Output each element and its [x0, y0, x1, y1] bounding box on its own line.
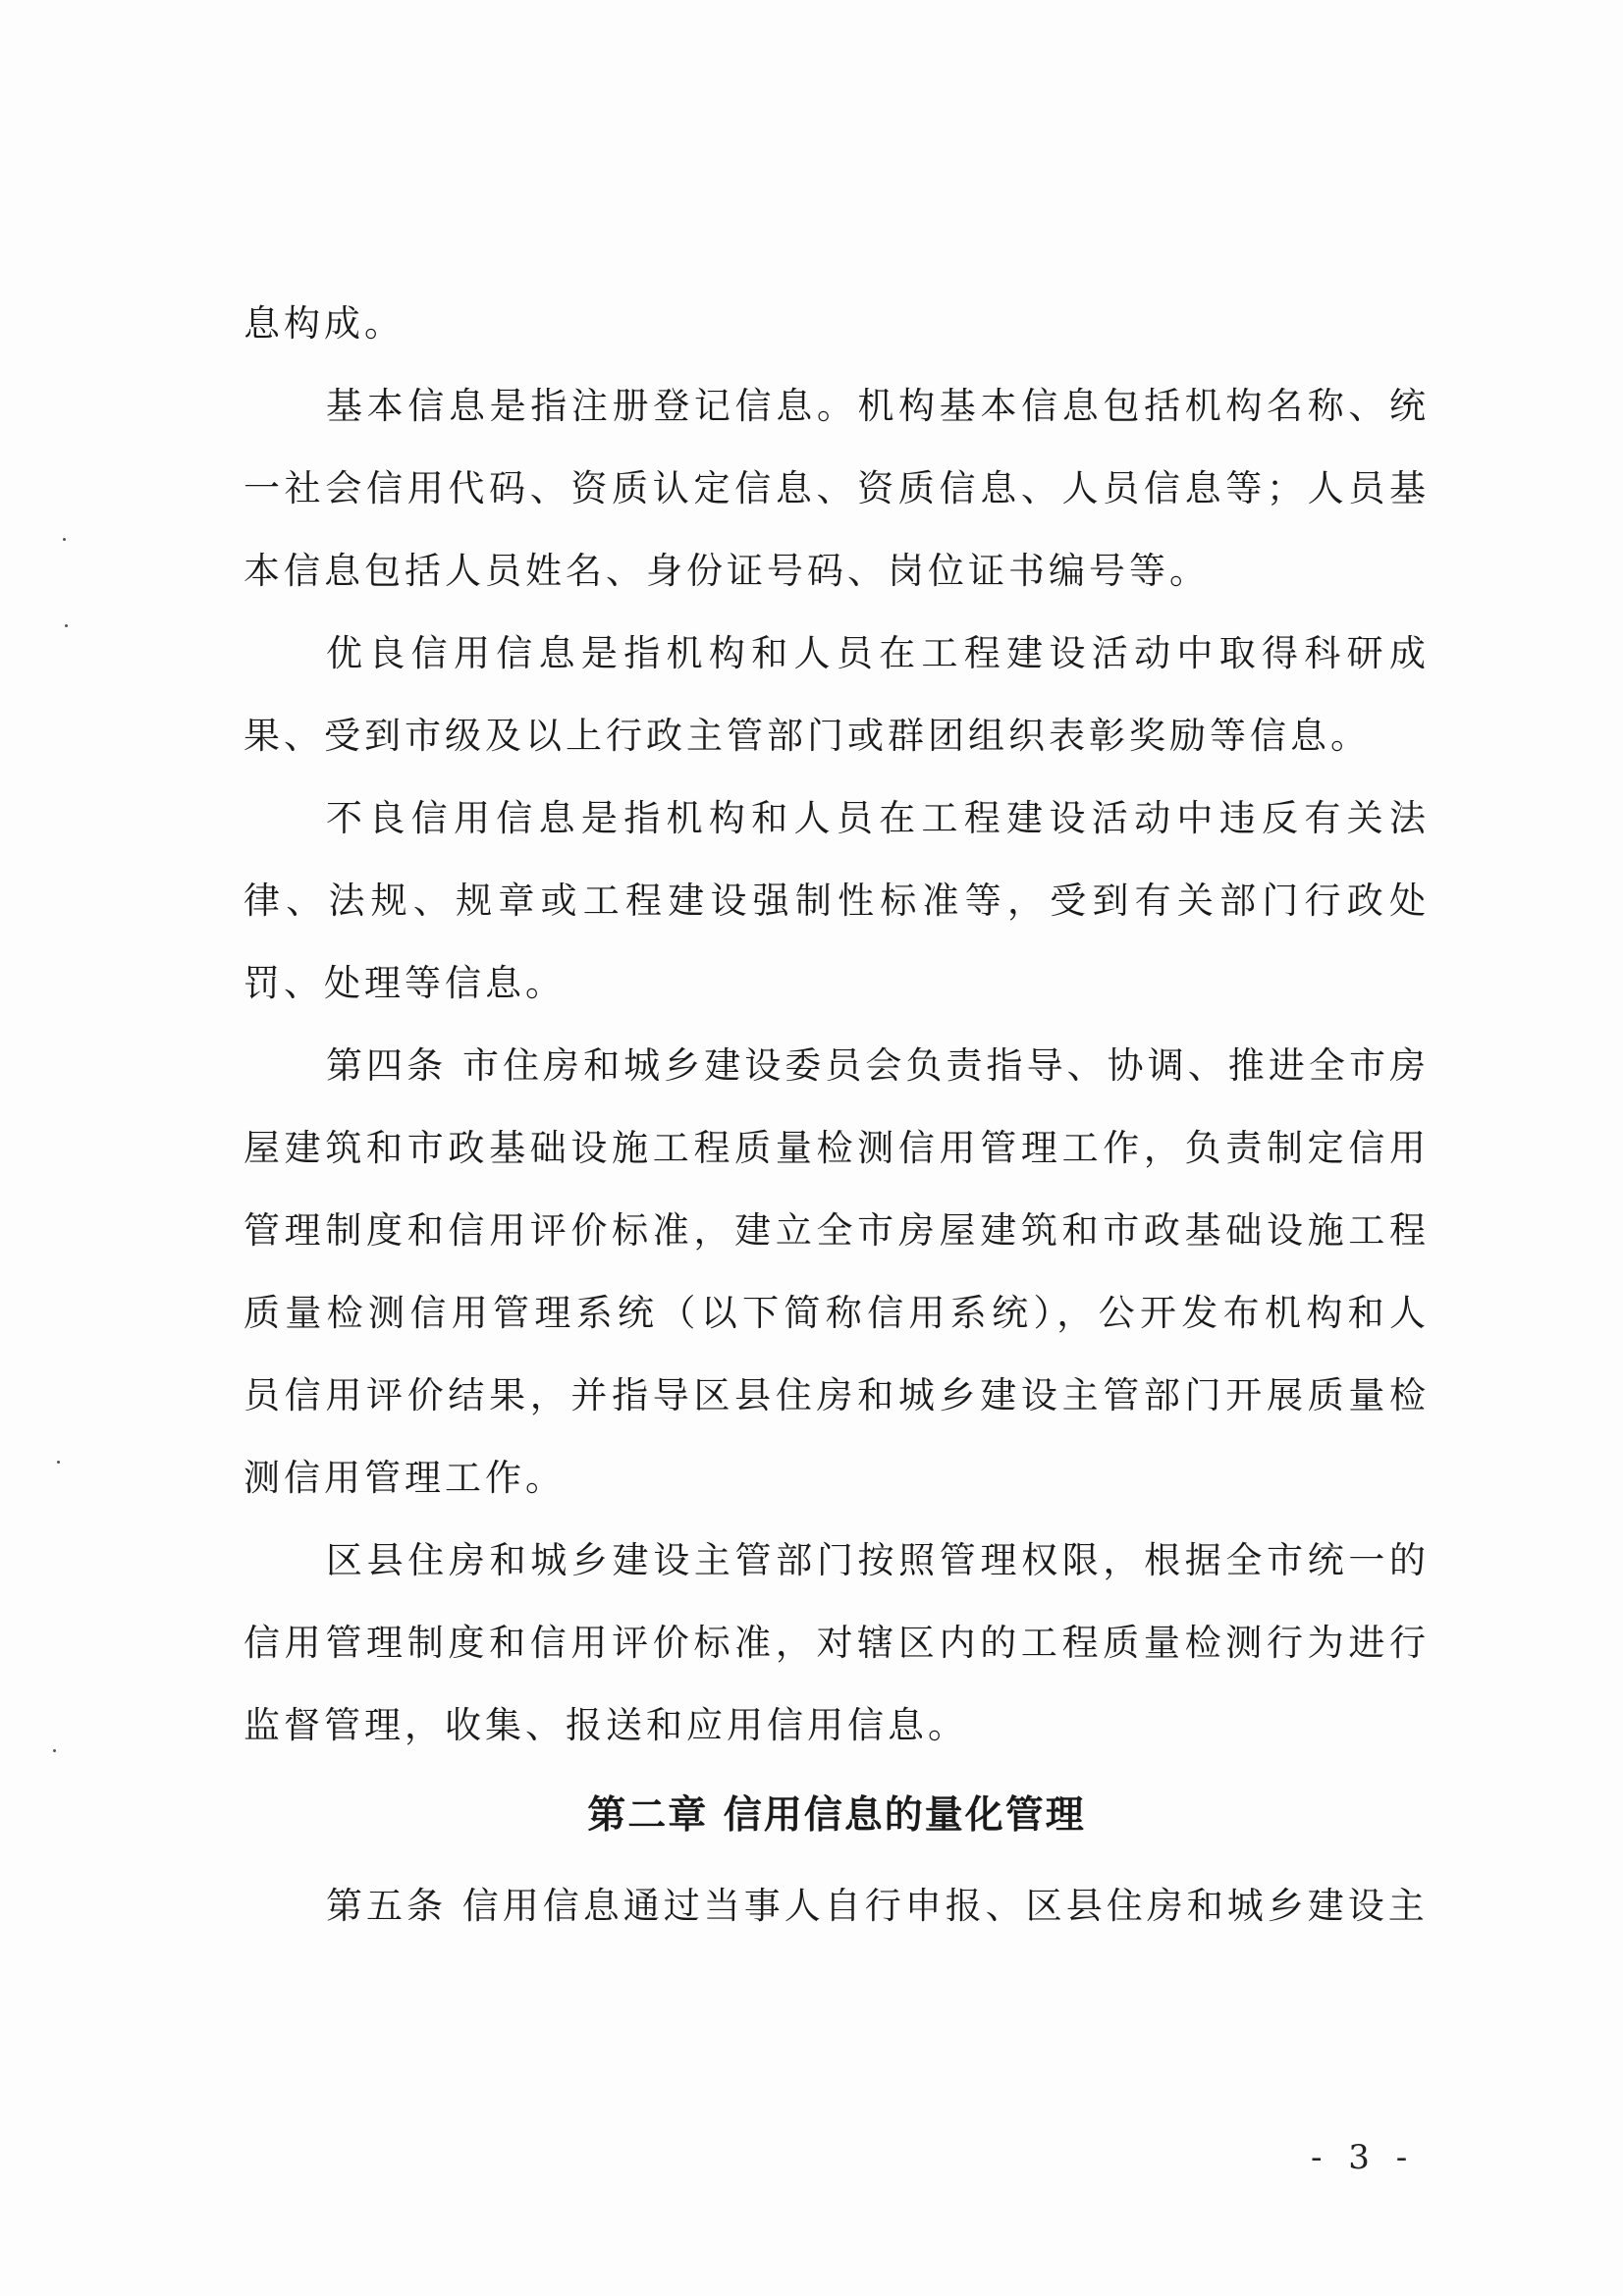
- paragraph-district-authority: 区县住房和城乡建设主管部门按照管理权限，根据全市统一的信用管理制度和信用评价标准，对辖区内的工程质量检测行为进行监督管理，收集、报送和应用信用信息。: [243, 1539, 1430, 1746]
- paragraph-good-credit-info: 优良信用信息是指机构和人员在工程建设活动中取得科研成果、受到市级及以上行政主管部门或群团组织表彰奖励等信息。: [243, 632, 1430, 757]
- paragraph-continuation: 息构成。: [243, 302, 405, 345]
- document-body: [243, 283, 1430, 1948]
- scan-speck: [63, 538, 66, 541]
- page-number: - 3 -: [1311, 2138, 1416, 2177]
- paragraph-bad-credit-info: 不良信用信息是指机构和人员在工程建设活动中违反有关法律、法规、规章或工程建设强制性标准等，受到有关部门行政处罚、处理等信息。: [243, 797, 1430, 1004]
- paragraph-article-4: 第四条 市住房和城乡建设委员会负责指导、协调、推进全市房屋建筑和市政基础设施工程质量检测信用管理工作，负责制定信用管理制度和信用评价标准，建立全市房屋建筑和市政基础设施工程质量检测信用管理系统（以下简称信用系统），公开发布机构和人员信用评价结果，并指导区县住房和城乡建设主管部门开展质量检测信用管理工作。: [243, 1044, 1430, 1499]
- paragraph-basic-info: 基本信息是指注册登记信息。机构基本信息包括机构名称、统一社会信用代码、资质认定信息、资质信息、人员信息等；人员基本信息包括人员姓名、身份证号码、岗位证书编号等。: [243, 385, 1430, 592]
- scan-speck: [57, 1461, 60, 1464]
- paragraph-article-5: 第五条 信用信息通过当事人自行申报、区县住房和城乡建设主: [326, 1885, 1429, 1927]
- chapter-heading: 第二章 信用信息的量化管理: [587, 1793, 1086, 1838]
- scan-speck: [53, 1749, 56, 1752]
- scan-speck: [65, 624, 68, 627]
